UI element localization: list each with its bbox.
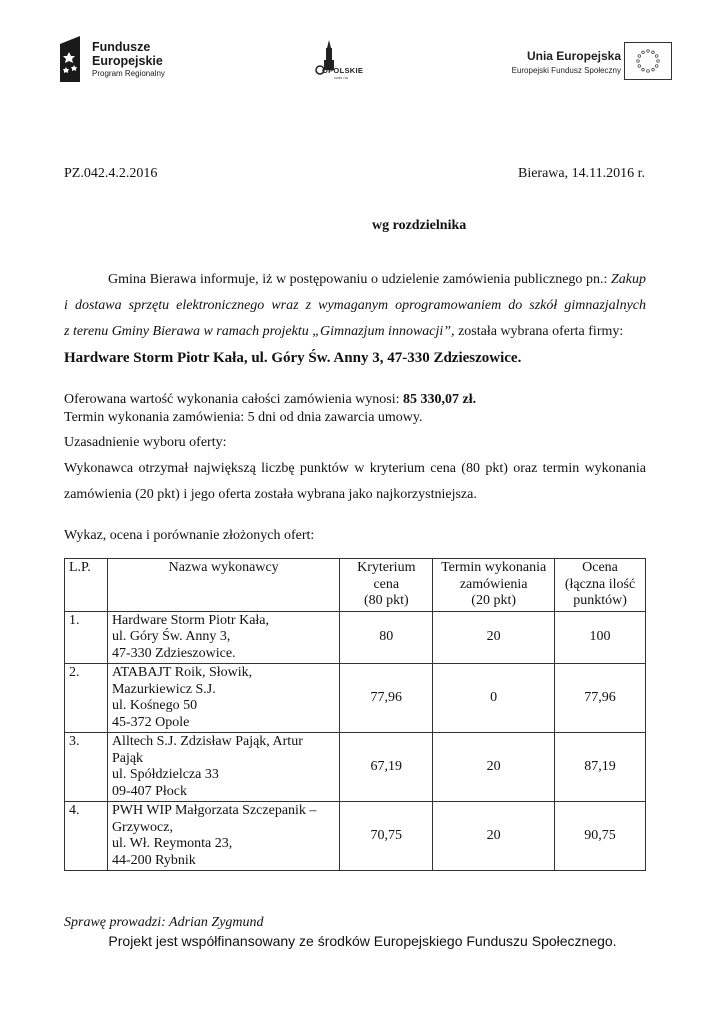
intro-line-3 (64, 324, 623, 340)
justification-line-2: zamówienia (20 pkt) i jego oferta została wybrana jako najkorzystniejsza. (64, 487, 477, 502)
row-price: 77,96 (340, 664, 433, 733)
row-name (107, 611, 339, 664)
row-name-line: ul. Góry Św. Anny 3, (111, 629, 231, 644)
reference-number: PZ.042.4.2.2016 (64, 166, 158, 181)
intro-line-2: i dostawa sprzętu elektronicznego wraz z wymaganym oprogramowaniem do szkół gimnazjalnych (64, 298, 646, 313)
row-term: 0 (433, 664, 555, 733)
row-term: 20 (433, 802, 555, 871)
header-score (555, 559, 646, 612)
offered-value-amount: 85 330,07 zł. (403, 392, 477, 407)
row-lp: 3. (65, 733, 108, 802)
header-score-line3: punktów) (573, 593, 627, 608)
footer-note: Projekt jest współfinansowany ze środków Europejskiego Funduszu Społecznego. (108, 933, 617, 949)
intro-text-3: została wybrana oferta firmy: (454, 324, 624, 339)
header-price (340, 559, 433, 612)
table-row (65, 664, 646, 733)
fundusze-europejskie-name (92, 40, 163, 68)
intro-italic-3: z terenu Gminy Bierawa w ramach projektu „Gimnazjum innowacji”, (64, 324, 455, 339)
offered-value (64, 392, 476, 408)
opolskie-subtext: czas na (334, 75, 348, 80)
eu-title: Unia Europejska (526, 49, 621, 63)
row-score: 100 (555, 611, 646, 664)
handled-by: Sprawę prowadzi: Adrian Zygmund (64, 915, 264, 930)
row-term: 20 (433, 733, 555, 802)
row-lp: 4. (65, 802, 108, 871)
header-price-line2: cena (373, 576, 400, 592)
row-term: 20 (433, 611, 555, 664)
opolskie-logo (304, 40, 378, 82)
row-name-line: 44-200 Rybnik (111, 852, 196, 868)
row-score: 77,96 (555, 664, 646, 733)
header-term-line1: Termin wykonania (441, 560, 547, 575)
intro-italic-1: Zakup (611, 272, 646, 287)
row-name (107, 802, 339, 871)
offered-value-label: Oferowana wartość wykonania całości zamówienia wynosi: (64, 392, 403, 407)
intro-text-1: Gmina Bierawa informuje, iż w postępowaniu o udzielenie zamówienia publicznego pn.: (108, 272, 611, 287)
term: Termin wykonania zamówienia: 5 dni od dnia zawarcia umowy. (64, 410, 423, 425)
list-title: Wykaz, ocena i porównanie złożonych ofert: (64, 528, 315, 543)
row-name-line: ATABAJT Roik, Słowik, (111, 665, 253, 680)
header-term (433, 559, 555, 612)
row-name-line: ul. Spółdzielcza 33 (111, 767, 219, 782)
row-name (107, 733, 339, 802)
header-price-line1: Kryterium (357, 560, 416, 575)
row-name-line: PWH WIP Małgorzata Szczepanik – (111, 803, 317, 818)
header-term-line3: (20 pkt) (471, 593, 517, 608)
table-row (65, 802, 646, 871)
eu-subtitle: Europejski Fundusz Społeczny (511, 66, 621, 75)
row-name-line: Pająk (111, 750, 144, 766)
row-name-line: Hardware Storm Piotr Kała, (111, 612, 270, 628)
place-date: Bierawa, 14.11.2016 r. (517, 166, 645, 181)
fe-line1: Fundusze (92, 40, 151, 54)
row-score: 87,19 (555, 733, 646, 802)
header-score-line1: Ocena (582, 560, 618, 575)
fundusze-europejskie-mark-icon (60, 36, 86, 82)
row-name-line: 09-407 Płock (111, 783, 187, 799)
row-name-line: ul. Wł. Reymonta 23, (111, 836, 233, 851)
table-row (65, 611, 646, 664)
header-term-line2: zamówienia (459, 576, 528, 592)
offers-table (64, 558, 646, 871)
row-name-line: Alltech S.J. Zdzisław Pająk, Artur (111, 734, 303, 749)
row-name-line: Mazurkiewicz S.J. (111, 681, 216, 697)
row-price: 67,19 (340, 733, 433, 802)
header-name: Nazwa wykonawcy (107, 559, 339, 612)
justification-line-1: Wykonawca otrzymał największą liczbę punktów w kryterium cena (80 pkt) oraz termin wykonania (64, 461, 646, 476)
row-price: 80 (340, 611, 433, 664)
justification-title: Uzasadnienie wyboru oferty: (64, 435, 227, 450)
row-name-line: ul. Kośnego 50 (111, 698, 198, 713)
table-row (65, 733, 646, 802)
eu-flag-icon (624, 42, 672, 80)
header-score-line2: (łączna ilość (564, 576, 636, 592)
intro-line-1 (64, 272, 646, 288)
row-score: 90,75 (555, 802, 646, 871)
table-header-row (65, 559, 646, 612)
row-lp: 1. (65, 611, 108, 664)
opolskie-text: OPOLSKIE (322, 66, 364, 75)
row-name (107, 664, 339, 733)
fe-line2: Europejskie (92, 54, 163, 68)
fe-program-regionalny: Program Regionalny (92, 69, 165, 78)
row-lp: 2. (65, 664, 108, 733)
header-lp: L.P. (65, 559, 108, 612)
winner: Hardware Storm Piotr Kała, ul. Góry Św. Anny 3, 47-330 Zdzieszowice. (64, 350, 522, 366)
fundusze-europejskie-logo (60, 36, 200, 86)
header-price-line3: (80 pkt) (363, 593, 409, 608)
recipient: wg rozdzielnika (372, 218, 467, 233)
unia-europejska-text (512, 49, 621, 75)
row-name-line: Grzywocz, (111, 819, 173, 835)
row-price: 70,75 (340, 802, 433, 871)
row-name-line: 45-372 Opole (111, 714, 190, 730)
row-name-line: 47-330 Zdzieszowice. (111, 645, 236, 661)
